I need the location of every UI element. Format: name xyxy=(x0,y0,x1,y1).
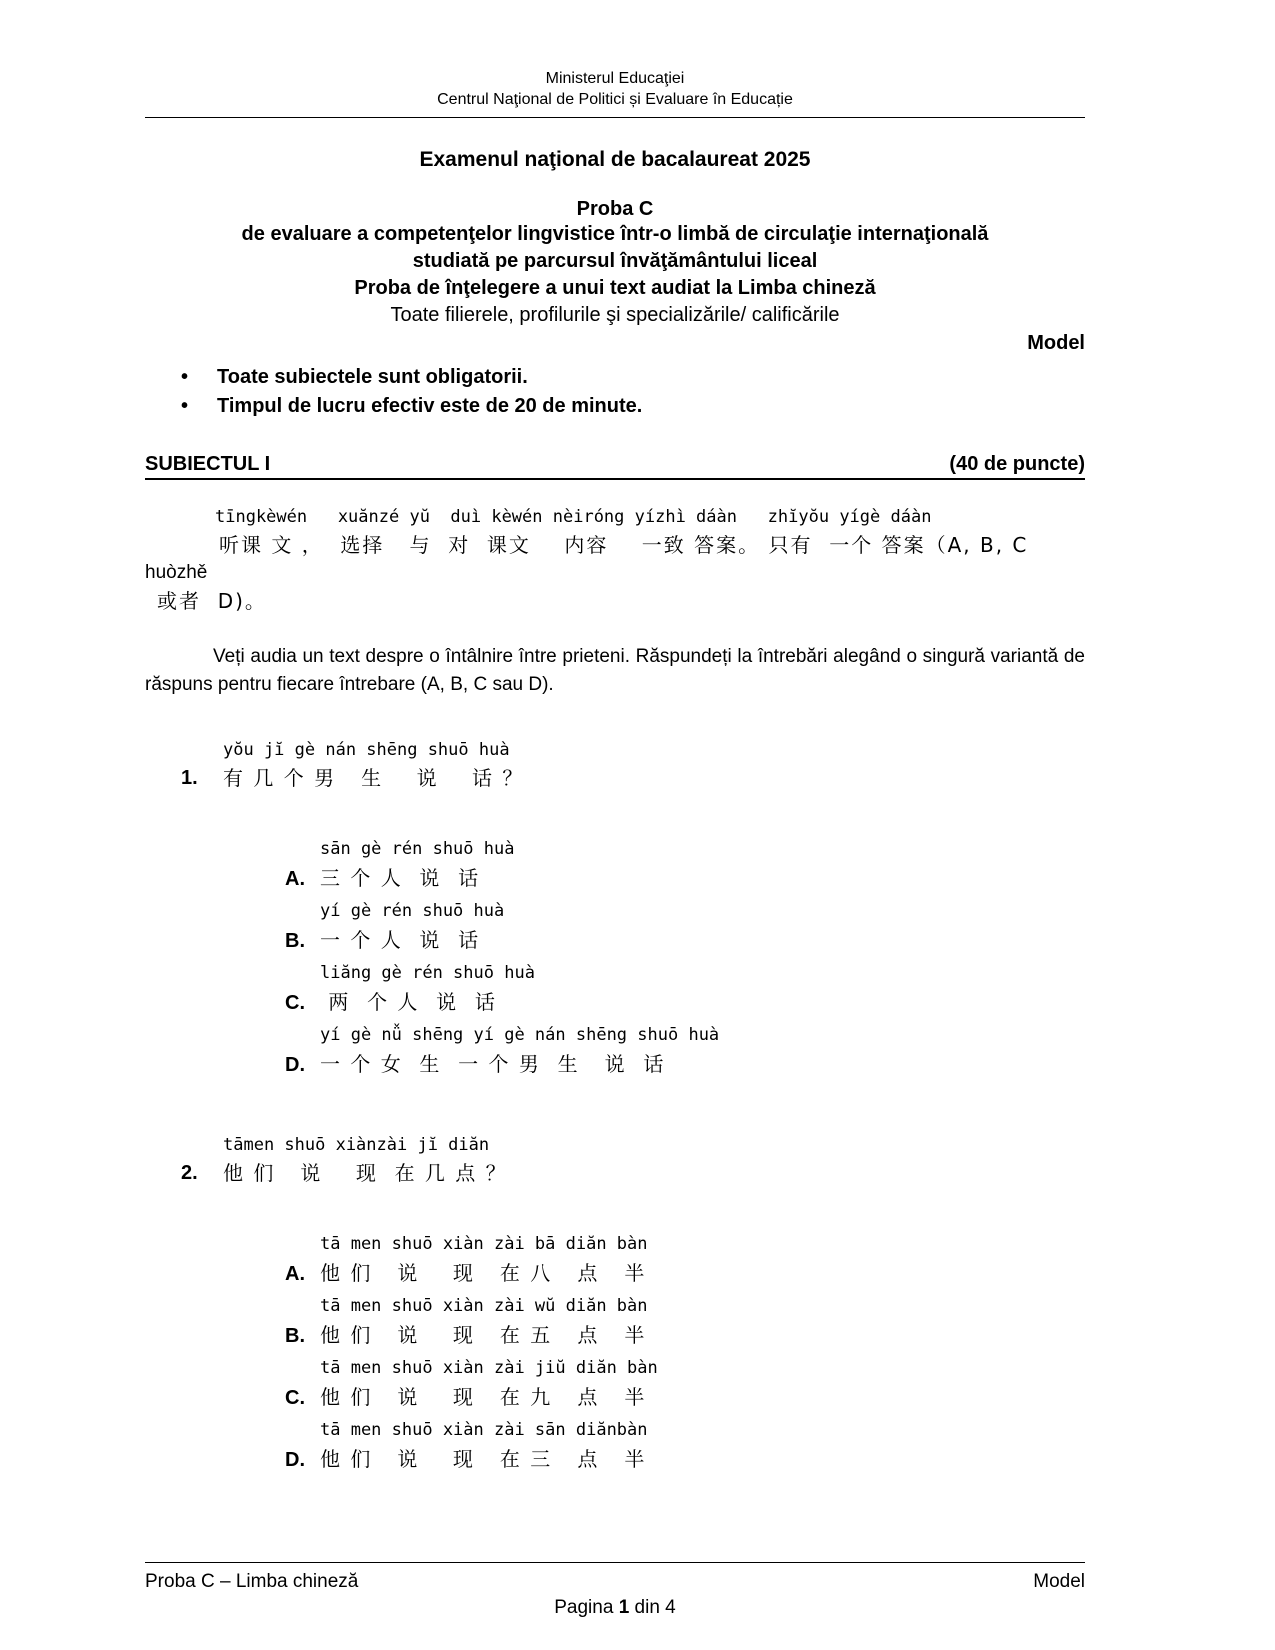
option-pinyin: yí gè nǚ shēng yí gè nán shēng shuō huà xyxy=(320,1025,720,1045)
option-a xyxy=(145,1229,1085,1289)
footer-right: Model xyxy=(1033,1571,1085,1592)
proba-title: Proba C xyxy=(576,198,654,220)
intro-hanzi-line: 听课 文 ， 选择 与 对 课文 内容 一致 答案。 只有 一个 答案（A, B, C xyxy=(219,533,1029,557)
intro-pinyin-line: tīngkèwén xuănzé yŭ duì kèwén nèiróng yízhì dáàn zhĭyŏu yígè dáàn xyxy=(215,507,932,527)
subtitle-line-3: Proba de înţelegere a unui text audiat la Limba chineză xyxy=(354,277,876,299)
option-letter: D. xyxy=(285,1449,305,1471)
option-hanzi: 两 个 人 说 话 xyxy=(320,990,497,1014)
footer-row xyxy=(145,1563,1085,1593)
page-number: 1 xyxy=(618,1597,630,1618)
bullet-list xyxy=(145,363,1085,421)
page-indicator xyxy=(145,1597,1085,1619)
option-hanzi: 他 们 说 现 在 五 点 半 xyxy=(320,1323,647,1347)
subject-points: (40 de puncte) xyxy=(949,453,1085,475)
option-line xyxy=(285,1050,1085,1080)
option-pinyin: sān gè rén shuō huà xyxy=(320,839,515,859)
option-b xyxy=(145,896,1085,956)
option-pinyin: liăng gè rén shuō huà xyxy=(320,963,535,983)
document-footer xyxy=(145,1562,1085,1619)
page-suffix: din 4 xyxy=(629,1597,676,1618)
option-hanzi: 他 们 说 现 在 九 点 半 xyxy=(320,1385,647,1409)
subtitle-line-1: de evaluare a competenţelor lingvistice într-o limbă de circulaţie internaţională xyxy=(241,223,989,245)
option-hanzi: 三 个 人 说 话 xyxy=(320,866,481,890)
question-hanzi: 他 们 说 现 在 几 点 ？ xyxy=(223,1161,508,1185)
page-prefix: Pagina xyxy=(554,1597,619,1618)
options-q2 xyxy=(145,1229,1085,1475)
bullet-item xyxy=(145,392,1085,421)
option-pinyin: yí gè rén shuō huà xyxy=(320,901,505,921)
option-d xyxy=(145,1415,1085,1475)
bullet-marker: • xyxy=(181,366,189,388)
instructions-paragraph: Veți audia un text despre o întâlnire între prieteni. Răspundeți la întrebări alegând o singură variantă de răspuns pentru fiecare întrebare (A, B, C sau D). xyxy=(145,646,1085,695)
option-line xyxy=(285,1259,1085,1289)
question-pinyin: yŏu jĭ gè nán shēng shuō huà xyxy=(223,740,510,760)
question-1 xyxy=(145,737,1085,1080)
intro-pinyin-line-2: huòzhě xyxy=(145,562,208,583)
question-pinyin: tāmen shuō xiànzài jĭ diăn xyxy=(223,1135,490,1155)
bullet-marker: • xyxy=(181,395,189,417)
option-line xyxy=(285,926,1085,956)
subtitle-line-2: studiată pe parcursul învăţământului liceal xyxy=(412,250,818,272)
option-hanzi: 一 个 人 说 话 xyxy=(320,928,481,952)
option-letter: C. xyxy=(285,992,305,1014)
option-hanzi: 他 们 说 现 在 八 点 半 xyxy=(320,1261,647,1285)
question-hanzi: 有 几 个 男 生 说 话 ？ xyxy=(223,766,525,790)
option-line xyxy=(285,1321,1085,1351)
option-letter: A. xyxy=(285,1263,305,1285)
option-hanzi: 他 们 说 现 在 三 点 半 xyxy=(320,1447,647,1471)
option-c xyxy=(145,1353,1085,1413)
question-line xyxy=(181,764,1085,792)
option-letter: B. xyxy=(285,1325,305,1347)
option-letter: C. xyxy=(285,1387,305,1409)
option-line xyxy=(285,864,1085,894)
footer-left: Proba C – Limba chineză xyxy=(145,1571,359,1592)
subject-header xyxy=(145,453,1085,480)
option-b xyxy=(145,1291,1085,1351)
question-number: 1. xyxy=(181,767,198,789)
subject-title: SUBIECTUL I xyxy=(145,453,271,475)
exam-title: Examenul naţional de bacalaureat 2025 xyxy=(419,148,811,171)
option-c xyxy=(145,958,1085,1018)
option-line xyxy=(285,1445,1085,1475)
question-2 xyxy=(145,1132,1085,1475)
bullet-text: Timpul de lucru efectiv este de 20 de minute. xyxy=(217,395,643,417)
center-line: Centrul Naţional de Politici și Evaluare în Educație xyxy=(437,91,793,108)
option-hanzi: 一 个 女 生 一 个 男 生 说 话 xyxy=(320,1052,666,1076)
ministry-line: Ministerul Educaţiei xyxy=(545,70,685,87)
document-header xyxy=(145,68,1085,110)
options-q1 xyxy=(145,834,1085,1080)
option-a xyxy=(145,834,1085,894)
intro-hanzi-line-2: 或者 D)。 xyxy=(157,589,267,613)
option-letter: D. xyxy=(285,1054,305,1076)
option-letter: A. xyxy=(285,868,305,890)
option-pinyin: tā men shuō xiàn zài sān diănbàn xyxy=(320,1420,648,1440)
question-line xyxy=(181,1159,1085,1187)
intro-block xyxy=(145,504,1085,615)
bullet-text: Toate subiectele sunt obligatorii. xyxy=(217,366,528,388)
model-label: Model xyxy=(1027,332,1085,354)
subtitle-line-4: Toate filierele, profilurile şi specializările/ calificările xyxy=(390,304,840,326)
option-letter: B. xyxy=(285,930,305,952)
option-pinyin: tā men shuō xiàn zài jiŭ diăn bàn xyxy=(320,1358,658,1378)
bullet-item xyxy=(145,363,1085,392)
option-pinyin: tā men shuō xiàn zài bā diăn bàn xyxy=(320,1234,648,1254)
question-number: 2. xyxy=(181,1162,198,1184)
header-divider xyxy=(145,117,1085,118)
option-line xyxy=(285,988,1085,1018)
option-pinyin: tā men shuō xiàn zài wŭ diăn bàn xyxy=(320,1296,648,1316)
option-line xyxy=(285,1383,1085,1413)
option-d xyxy=(145,1020,1085,1080)
